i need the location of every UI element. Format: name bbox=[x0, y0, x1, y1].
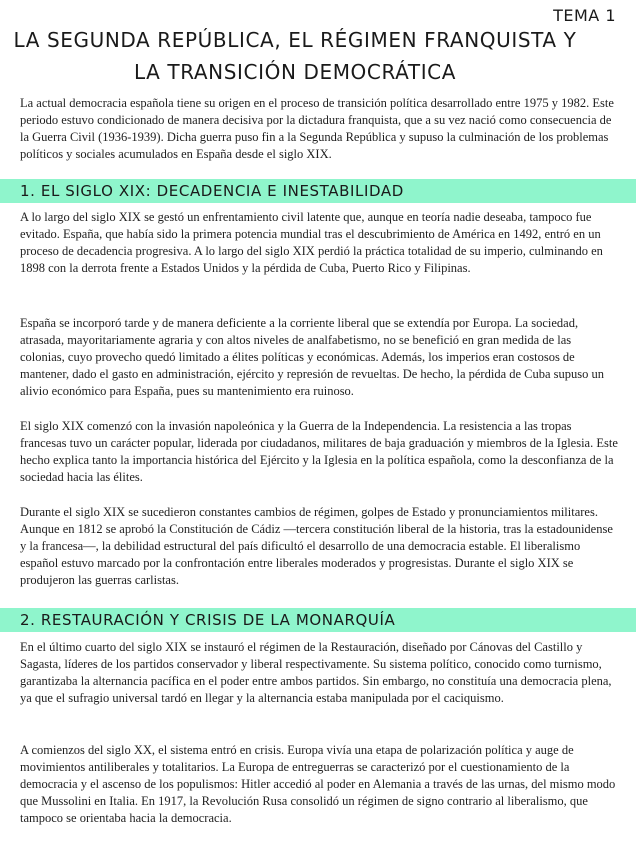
section-1-header bbox=[0, 179, 636, 203]
section-2-paragraph-2: A comienzos del siglo XX, el sistema entró en crisis. Europa vivía una etapa de polarización política y auge de movimientos antiliberales y totalitarios. La Europa de entreguerras se caracterizó por el cuestionamiento de la democracia y el ascenso de los populismos: Hitler accedió al poder en Alemania a través de las urnas, del mismo modo que Mussolini en Italia. En 1917, la Revolución Rusa consolidó un régimen de signo contrario al liberalismo, que tampoco se orientaba hacia la democracia. bbox=[20, 743, 616, 825]
page-title: LA SEGUNDA REPÚBLICA, EL RÉGIMEN FRANQUISTA Y LA TRANSICIÓN DEMOCRÁTICA bbox=[13, 28, 577, 84]
intro-paragraph: La actual democracia española tiene su origen en el proceso de transición política desarrollado entre 1975 y 1982. Este periodo estuvo condicionado de manera decisiva por la dictadura franquista, que a su vez nació como consecuencia de la Guerra Civil (1936-1939). Dicha guerra puso fin a la Segunda República y supuso la culminación de los problemas políticos y sociales acumulados en España desde el siglo XIX. bbox=[20, 96, 614, 161]
section-1-paragraph-4: Durante el siglo XIX se sucedieron constantes cambios de régimen, golpes de Estado y pronunciamientos militares. Aunque en 1812 se aprobó la Constitución de Cádiz —tercera constitución liberal de la historia, tras la estadounidense y la francesa—, la debilidad estructural del país dificultó el desarrollo de una democracia estable. El liberalismo español estuvo marcado por la confrontación entre liberales moderados y progresistas. Durante el siglo XIX se produjeron las guerras carlistas. bbox=[20, 505, 613, 587]
section-2-paragraph-1: En el último cuarto del siglo XIX se instauró el régimen de la Restauración, diseñado por Cánovas del Castillo y Sagasta, líderes de los partidos conservador y liberal respectivamente. Su sistema político, conocido como turnismo, garantizaba la alternancia pacífica en el poder entre ambos partidos. Sin embargo, no constituía una democracia plena, ya que el sufragio universal tardó en llegar y la alternancia estaba manipulada por el caciquismo. bbox=[20, 640, 612, 705]
section-2-title: 2. RESTAURACIÓN Y CRISIS DE LA MONARQUÍA bbox=[20, 611, 396, 629]
section-2-header bbox=[0, 608, 636, 632]
section-1-title: 1. EL SIGLO XIX: DECADENCIA E INESTABILIDAD bbox=[20, 182, 404, 200]
section-1-paragraph-3: El siglo XIX comenzó con la invasión napoleónica y la Guerra de la Independencia. La resistencia a las tropas francesas tuvo un carácter popular, liderada por ciudadanos, militares de baja graduación y miembros de la Iglesia. Este hecho explica tanto la importancia histórica del Ejército y la Iglesia en la política española, como la desconfianza de la sociedad hacia las élites. bbox=[20, 419, 618, 484]
section-1-paragraph-2: España se incorporó tarde y de manera deficiente a la corriente liberal que se extendía por Europa. La sociedad, atrasada, mayoritariamente agraria y con altos niveles de analfabetismo, no se benefició en gran medida de las colonias, cuyo provecho quedó limitado a élites políticas y económicas. Además, los imperios eran costosos de mantener, dado el gasto en administración, ejército y represión de revueltas. De hecho, la pérdida de Cuba supuso un alivio económico para España, pues su mantenimiento era ruinoso. bbox=[20, 316, 605, 398]
section-1-paragraph-1: A lo largo del siglo XIX se gestó un enfrentamiento civil latente que, aunque en teoría nadie deseaba, tampoco fue evitado. España, que había sido la primera potencia mundial tras el descubrimiento de América en 1492, entró en un proceso de decadencia progresiva. A lo largo del siglo XIX perdió la práctica totalidad de su imperio, culminando en 1898 con la derrota frente a Estados Unidos y la pérdida de Cuba, Puerto Rico y Filipinas. bbox=[20, 210, 603, 275]
topic-tag: TEMA 1 bbox=[553, 6, 616, 25]
